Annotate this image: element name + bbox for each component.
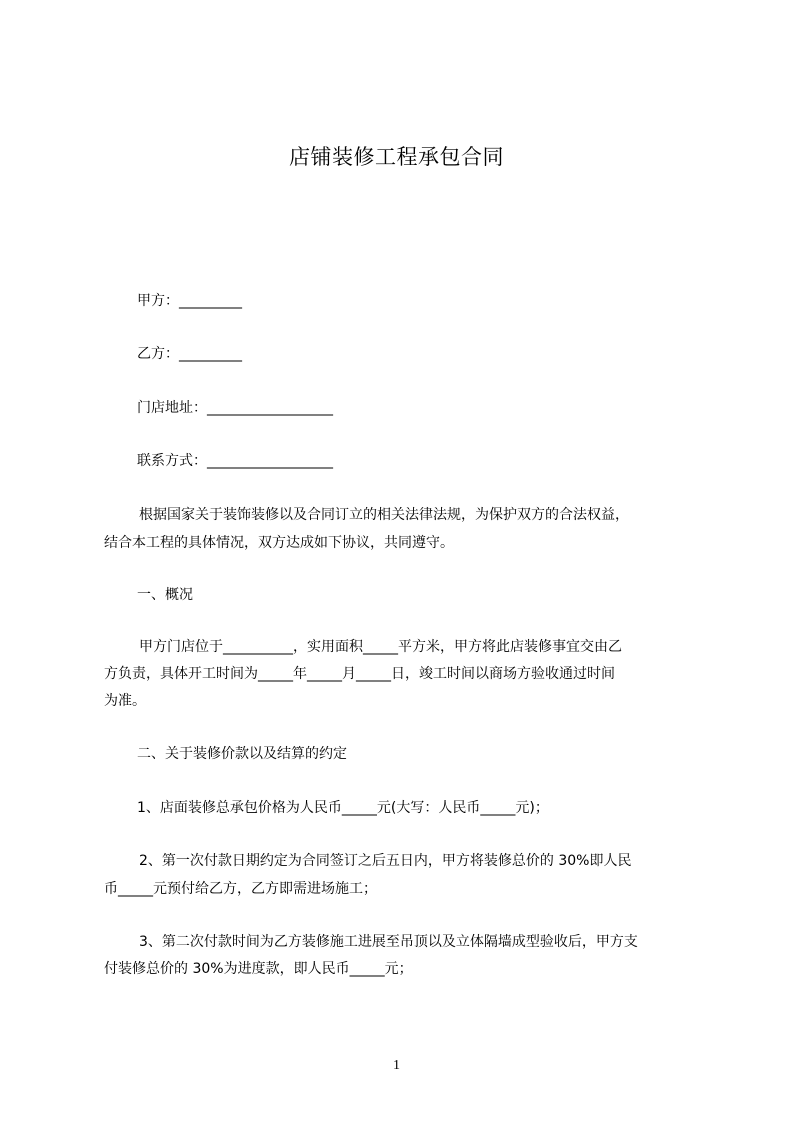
contact-line: 联系方式：__________________	[137, 453, 333, 469]
store-address-line: 门店地址：__________________	[137, 400, 333, 416]
section-2-heading: 二、关于装修价款以及结算的约定	[137, 746, 347, 762]
clause-2-line-2: 币_____元预付给乙方，乙方即需进场施工；	[104, 881, 377, 897]
party-b-line: 乙方：_________	[137, 346, 242, 362]
preamble-line-1: 根据国家关于装饰装修以及合同订立的相关法律法规，为保护双方的合法权益，	[139, 507, 629, 523]
clause-1: 1、店面装修总承包价格为人民币_____元(大写：人民币_____元)；	[137, 800, 549, 816]
section-1-line-1: 甲方门店位于__________，实用面积_____平方米，甲方将此店装修事宜交由乙	[139, 639, 622, 655]
document-title: 店铺装修工程承包合同	[289, 145, 504, 169]
clause-2-line-1: 2、第一次付款日期约定为合同签订之后五日内，甲方将装修总价的 30%即人民	[139, 853, 632, 869]
clause-3-line-2: 付装修总价的 30%为进度款，即人民币_____元；	[104, 961, 413, 977]
section-1-line-2: 方负责，具体开工时间为_____年_____月_____日，竣工时间以商场方验收通过时间	[104, 666, 615, 682]
page-number: 1	[393, 1058, 400, 1073]
section-1-heading: 一、概况	[137, 587, 193, 603]
section-1-line-3: 为准。	[104, 693, 146, 709]
party-a-line: 甲方：_________	[137, 293, 242, 309]
preamble-line-2: 结合本工程的具体情况，双方达成如下协议，共同遵守。	[104, 535, 454, 551]
clause-3-line-1: 3、第二次付款时间为乙方装修施工进展至吊顶以及立体隔墙成型验收后，甲方支	[139, 934, 638, 950]
